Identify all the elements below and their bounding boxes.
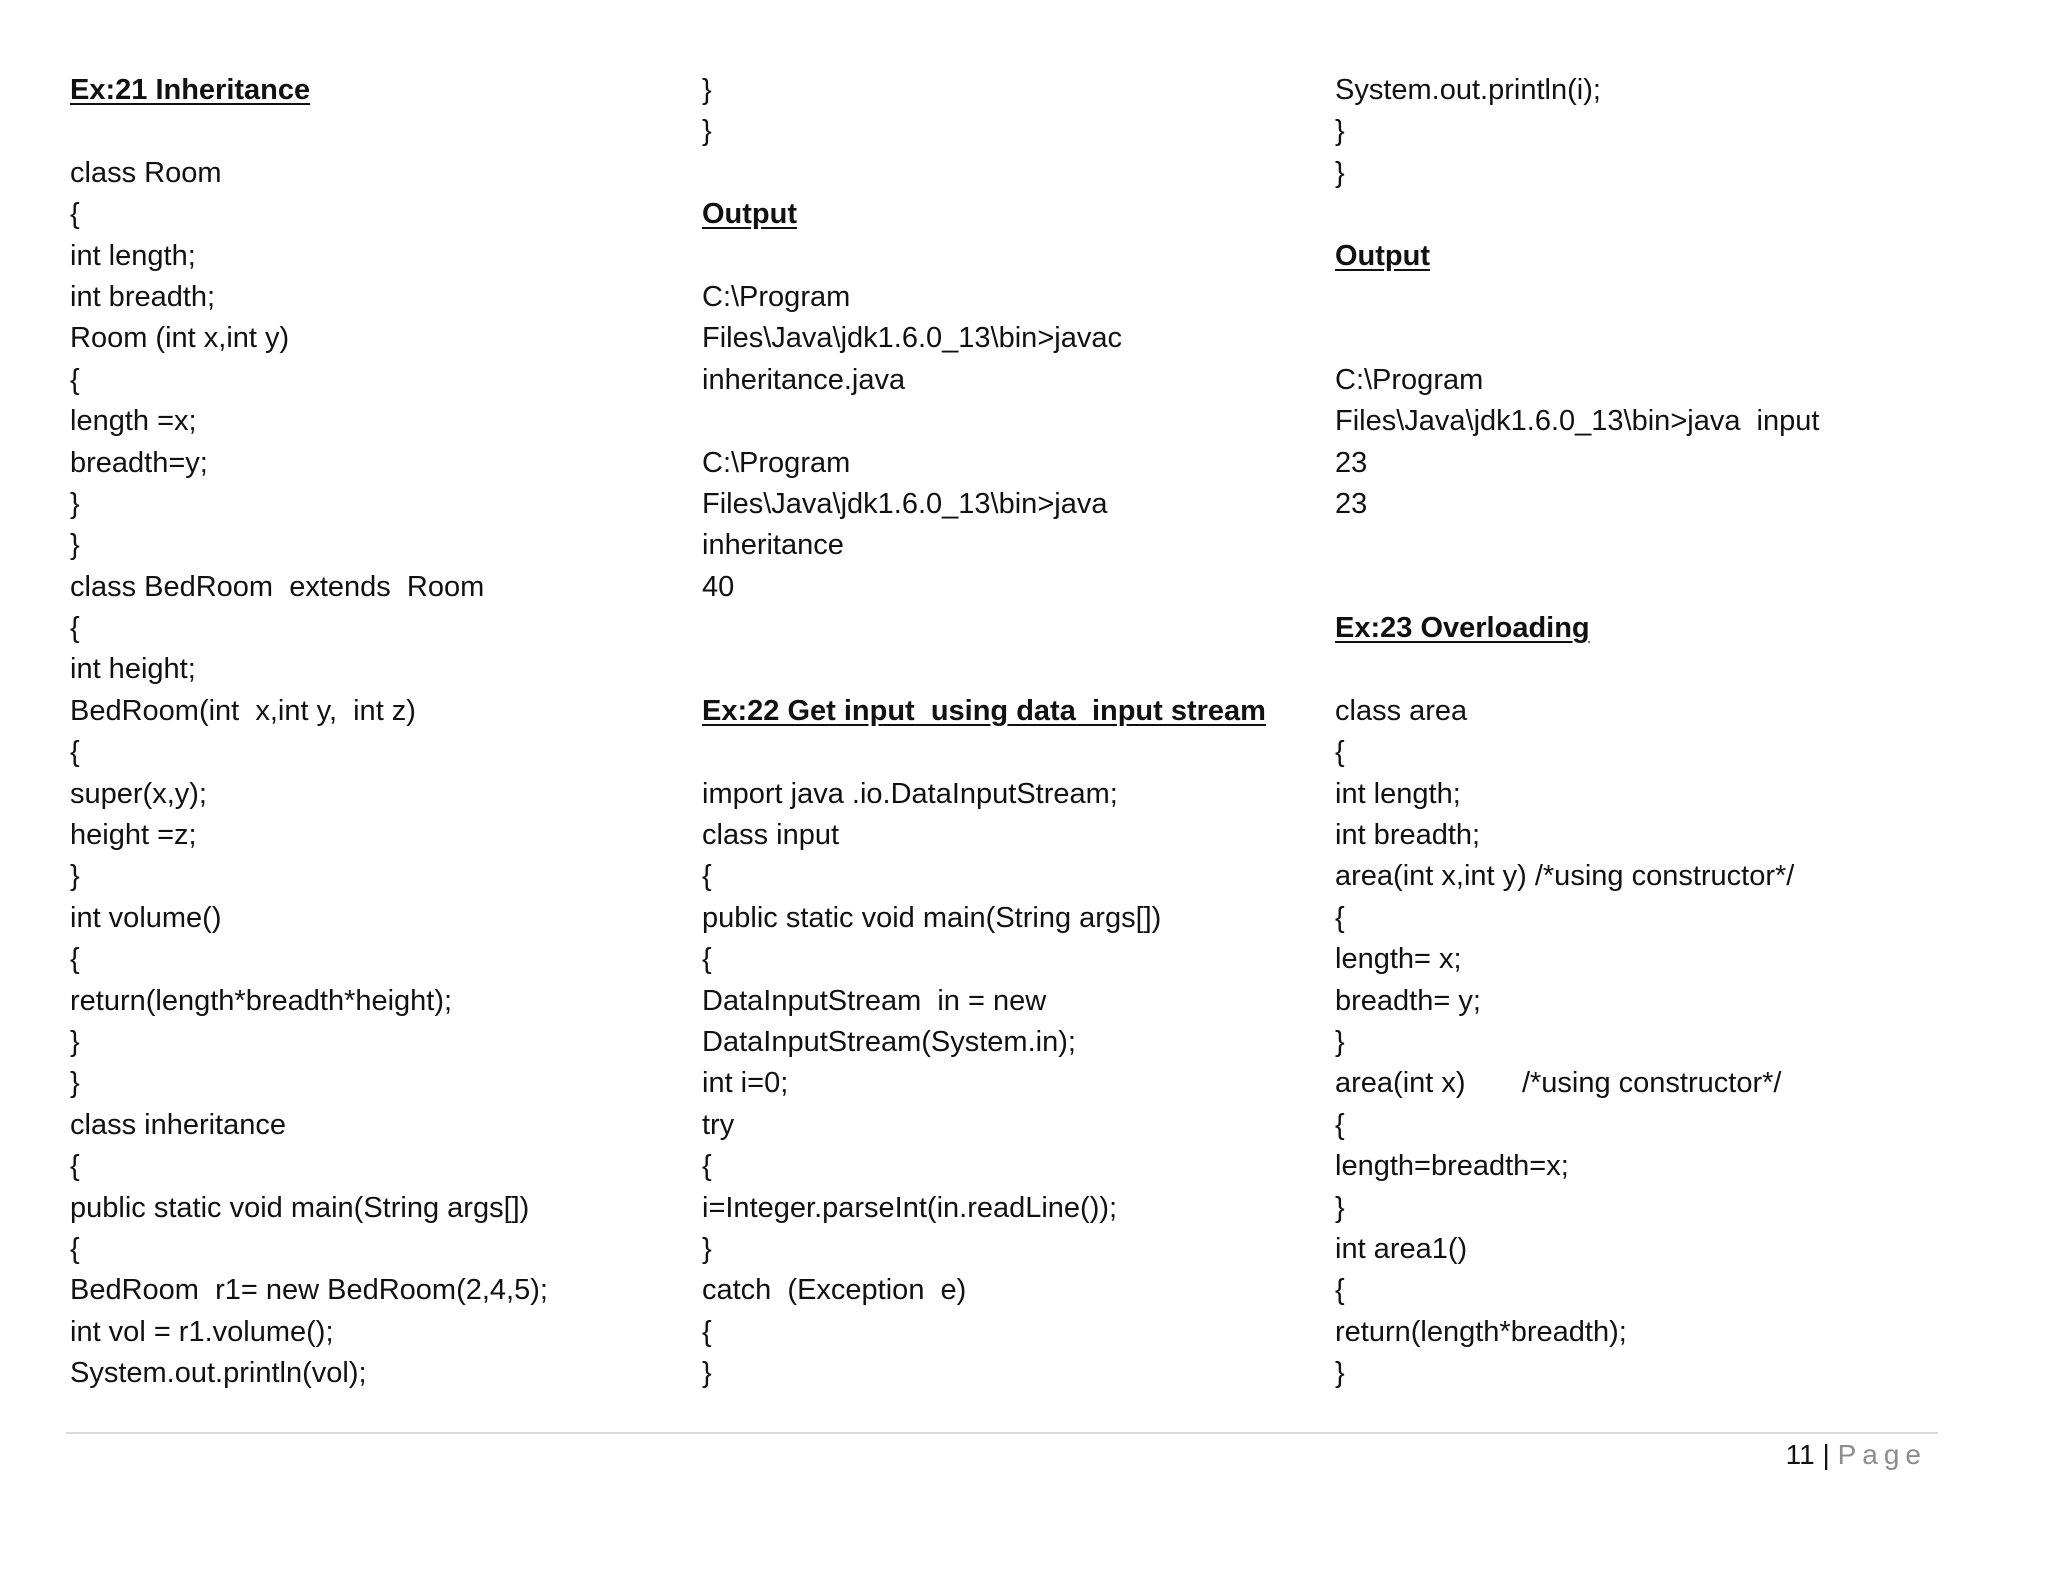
code-line: Files\Java\jdk1.6.0_13\bin>java — [702, 487, 1108, 520]
code-line: int i=0; — [702, 1067, 789, 1100]
code-line: class input — [702, 819, 840, 852]
blank-line — [1335, 567, 1985, 608]
code-line: area(int x,int y) /*using constructor*/ — [1335, 860, 1795, 893]
blank-line — [702, 732, 1322, 773]
code-line: System.out.println(vol); — [70, 1357, 367, 1390]
code-line: { — [70, 1150, 80, 1183]
blank-line — [702, 236, 1322, 277]
code-line: return(length*breadth); — [1335, 1315, 1627, 1348]
code-line: try — [702, 1108, 735, 1141]
code-line: height =z; — [70, 819, 197, 852]
code-line: int vol = r1.volume(); — [70, 1315, 334, 1348]
section-heading: Output — [702, 198, 798, 231]
code-line: int length; — [1335, 777, 1461, 810]
code-line: BedRoom(int x,int y, int z) — [70, 694, 416, 727]
code-line: int volume() — [70, 901, 222, 934]
code-line: int breadth; — [1335, 819, 1481, 852]
section-heading: Ex:22 Get input using data input stream — [702, 694, 1266, 727]
code-line: class inheritance — [70, 1108, 286, 1141]
code-line: class BedRoom extends Room — [70, 570, 485, 603]
code-line: length =x; — [70, 405, 197, 438]
code-line: inheritance.java — [702, 363, 906, 396]
code-line: { — [1335, 901, 1345, 934]
code-line: inheritance — [702, 529, 844, 562]
column-3 — [1335, 70, 1985, 1395]
code-line: int height; — [70, 653, 196, 686]
code-line: } — [1335, 1191, 1345, 1224]
blank-line — [702, 649, 1322, 690]
code-line: C:\Program — [702, 446, 851, 479]
code-line: { — [702, 943, 712, 976]
code-line: { — [1335, 1108, 1345, 1141]
code-line: } — [702, 1357, 712, 1390]
code-line: DataInputStream in = new — [702, 984, 1047, 1017]
code-line: import java .io.DataInputStream; — [702, 777, 1118, 810]
column-2 — [702, 70, 1322, 1395]
page-label: Page — [1837, 1439, 1927, 1470]
code-line: public static void main(String args[]) — [70, 1191, 530, 1224]
blank-line — [1335, 318, 1985, 359]
code-line: super(x,y); — [70, 777, 207, 810]
code-line: } — [70, 487, 80, 520]
code-line: class area — [1335, 694, 1468, 727]
code-line: class Room — [70, 156, 222, 189]
code-line: { — [70, 612, 80, 645]
code-line: } — [70, 1067, 80, 1100]
code-line: } — [70, 529, 80, 562]
code-line: catch (Exception e) — [702, 1274, 967, 1307]
code-line: 40 — [702, 570, 735, 603]
blank-line — [1335, 649, 1985, 690]
code-line: System.out.println(i); — [1335, 74, 1601, 106]
code-line: { — [70, 198, 80, 231]
code-line: } — [70, 860, 80, 893]
code-line: } — [1335, 1025, 1345, 1058]
page-footer — [1786, 1435, 1927, 1475]
code-line: public static void main(String args[]) — [702, 901, 1162, 934]
code-line: 23 — [1335, 487, 1368, 520]
code-line: int breadth; — [70, 280, 216, 313]
code-line: return(length*breadth*height); — [70, 984, 453, 1017]
code-line: } — [70, 1025, 80, 1058]
section-heading: Output — [1335, 239, 1431, 272]
code-line: area(int x) /*using constructor*/ — [1335, 1067, 1782, 1100]
code-line: length=breadth=x; — [1335, 1150, 1569, 1183]
column-1 — [70, 70, 690, 1395]
code-line: } — [1335, 1357, 1345, 1390]
code-line: } — [1335, 156, 1345, 189]
blank-line — [702, 608, 1322, 649]
code-line: } — [1335, 115, 1345, 148]
code-line: int area1() — [1335, 1232, 1468, 1265]
code-line: { — [1335, 736, 1345, 769]
blank-line — [1335, 525, 1985, 566]
code-line: { — [702, 860, 712, 893]
code-line: { — [70, 736, 80, 769]
section-heading: Ex:21 Inheritance — [70, 74, 311, 106]
code-line: C:\Program — [702, 280, 851, 313]
code-line: length= x; — [1335, 943, 1462, 976]
blank-line — [702, 401, 1322, 442]
code-line: BedRoom r1= new BedRoom(2,4,5); — [70, 1274, 548, 1307]
code-line: { — [70, 1232, 80, 1265]
code-line: i=Integer.parseInt(in.readLine()); — [702, 1191, 1118, 1224]
code-line: Files\Java\jdk1.6.0_13\bin>javac — [702, 322, 1122, 355]
code-line: } — [702, 115, 712, 148]
code-line: breadth= y; — [1335, 984, 1481, 1017]
section-heading: Ex:23 Overloading — [1335, 612, 1590, 645]
code-line: { — [702, 1150, 712, 1183]
code-line: Files\Java\jdk1.6.0_13\bin>java input — [1335, 405, 1820, 438]
blank-line — [1335, 194, 1985, 235]
code-line: { — [70, 943, 80, 976]
code-line: Room (int x,int y) — [70, 322, 290, 355]
code-line: { — [70, 363, 80, 396]
code-line: breadth=y; — [70, 446, 208, 479]
code-line: DataInputStream(System.in); — [702, 1025, 1076, 1058]
blank-line — [70, 111, 690, 152]
code-line: { — [702, 1315, 712, 1348]
code-line: } — [702, 74, 712, 106]
code-line: { — [1335, 1274, 1345, 1307]
code-line: 23 — [1335, 446, 1368, 479]
blank-line — [1335, 277, 1985, 318]
page-number: 11 — [1785, 1439, 1815, 1470]
footer-divider — [66, 1432, 1938, 1434]
code-line: int length; — [70, 239, 196, 272]
code-line: C:\Program — [1335, 363, 1484, 396]
code-line: } — [702, 1232, 712, 1265]
footer-separator: | — [1814, 1439, 1838, 1470]
blank-line — [702, 153, 1322, 194]
